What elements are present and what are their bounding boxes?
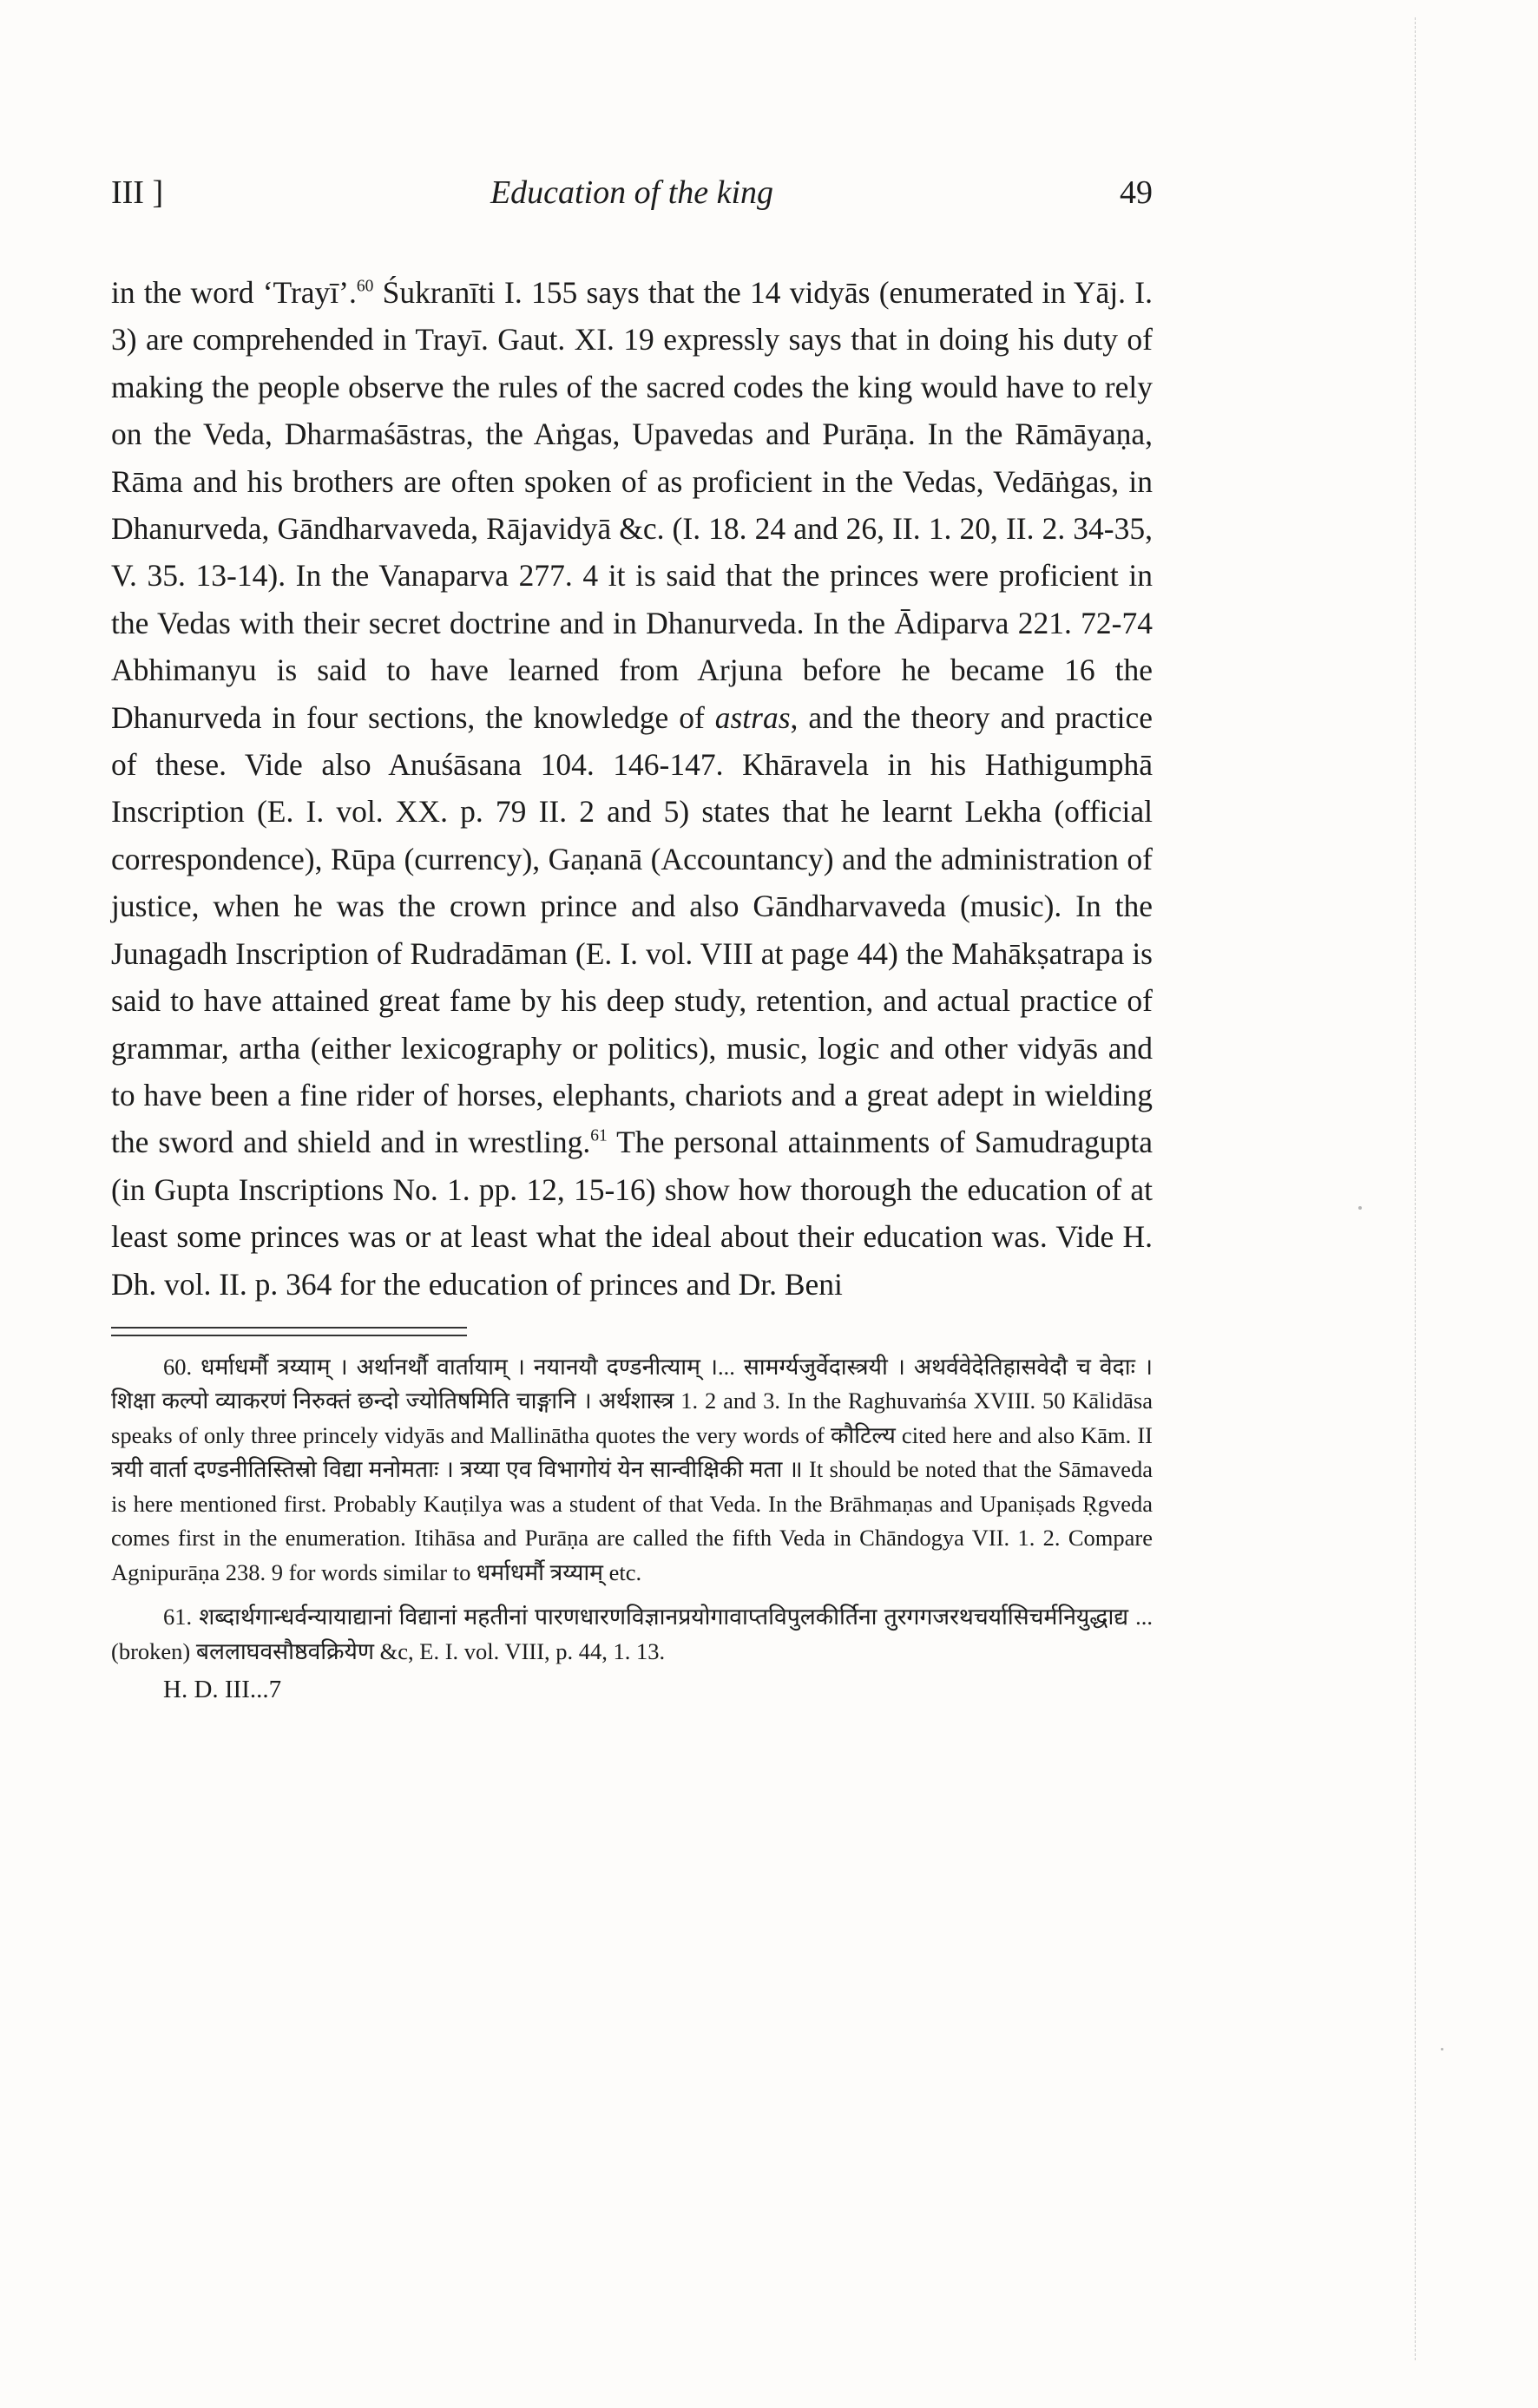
body-paragraph: in the word ‘Trayī’.$^{60}$ Śukranīti I. 155 says that the 14 vidyās (enumerated in Yāj. I. 3) are comprehended in Trayī. Gaut. XI. 19 expressly says that in doing his duty of making the people observe the rules of the sacred codes the king would have to rely on the Veda, Dharmaśāstras, the Aṅgas, Upavedas and Purāṇa. In the Rāmāyaṇa, Rāma and his brothers are often spoken of as proficient in the Vedas, Vedāṅgas, in Dhanurveda, Gāndharvaveda, Rājavidyā &c. (I. 18. 24 and 26, II. 1. 20, II. 2. 34-35, V. 35. 13-14). In the Vanaparva 277. 4 it is said that the princes were proficient in the Vedas with their secret doctrine and in Dhanurveda. In the Ādiparva 221. 72-74 Abhimanyu is said to have learned from Arjuna before he became 16 the Dhanurveda in four sections, the knowledge of astras, and the theory and practice of these. Vide also Anuśāsana 104. 146-147. Khāravela in his Hathigumphā Inscription (E. I. vol. XX. p. 79 II. 2 and 5) states that he learnt Lekha (official correspondence), Rūpa (currency), Gaṇanā (Accountancy) and the administration of justice, when he was the crown prince and also Gāndharvaveda (music). In the Junagadh Inscription of Rudradāman (E. I. vol. VIII at page 44) the Mahākṣatrapa is said to have attained great fame by his deep study, retention, and actual practice of grammar, artha (either lexicography or politics), music, logic and other vidyās and to have been a fine rider of horses, elephants, chariots and a great adept in wielding the sword and shield and in wrestling.$^{61}$ The personal attainments of Samudragupta (in Gupta Inscriptions No. 1. pp. 12, 15-16) show how thorough the education of at least some princes was or at least what the ideal about their education was. Vide H. Dh. vol. II. p. 364 for the education of princes and Dr. Beni <box>111 275 1153 1302</box>
running-title: Education of the king <box>490 174 774 211</box>
footnote-ref-60: 60 <box>356 277 374 296</box>
chapter-number: III ] <box>111 174 164 211</box>
scan-margin-line <box>1415 17 1416 2360</box>
body-text <box>111 269 1153 1308</box>
footnote-61 <box>111 1600 1153 1669</box>
italic-term: astras <box>714 699 791 735</box>
scan-speck <box>1358 1206 1362 1210</box>
page-number: 49 <box>1120 174 1153 211</box>
footnote-text: धर्माधर्मौ त्रय्याम् । अर्थानर्थौ वार्तायाम् । नयानयौ दण्डनीत्याम् ।... सामर्ग्यजुर्वेदास्त्रयी । अथर्ववेदेतिहासवेदौ च वेदाः । शिक्षा कल्पो व्याकरणं निरुक्तं छन्दो ज्योतिषमिति चाङ्गानि । अर्थशास्त्र 1. 2 and 3. In the Raghuvaṁśa XVIII. 50 Kālidāsa speaks of only three princely vidyās and Mallinātha quotes the very words of कौटिल्य cited here and also Kām. II त्रयी वार्ता दण्डनीतिस्तिस्रो विद्या मनोमताः । त्रय्या एव विभागोयं येन सान्वीक्षिकी मता ॥ It should be noted that the Sāmaveda is here mentioned first. Probably Kauṭilya was a student of that Veda. In the Brāhmaṇas and Upaniṣads Ṛgveda comes first in the enumeration. Itihāsa and Purāṇa are called the fifth Veda in Chāndogya VII. 1. 2. Compare Agnipurāṇa 238. 9 for words similar to धर्माधर्मौ त्रय्याम् etc. <box>111 1353 1153 1585</box>
footnote-marker: 60. <box>163 1353 193 1380</box>
footnote-60 <box>111 1350 1153 1591</box>
footnotes <box>111 1350 1153 1670</box>
page <box>111 174 1153 1704</box>
running-header <box>111 174 1153 226</box>
signature-mark: H. D. III...7 <box>163 1676 282 1704</box>
footnote-text: शब्दार्थगान्धर्वन्यायाद्यानां विद्यानां महतीनां पारणधारणविज्ञानप्रयोगावाप्तविपुलकीर्तिना तुरगगजरथचर्यासिचर्मनियुद्धाद्य ... (broken) बललाघवसौष्ठवक्रियेण &c, E. I. vol. VIII, p. 44, 1. 13. <box>111 1604 1153 1664</box>
footnote-ref-61: 61 <box>590 1126 608 1145</box>
footnote-rule <box>111 1327 467 1336</box>
footnote-marker: 61. <box>163 1604 193 1630</box>
scan-speck <box>1441 2048 1443 2050</box>
